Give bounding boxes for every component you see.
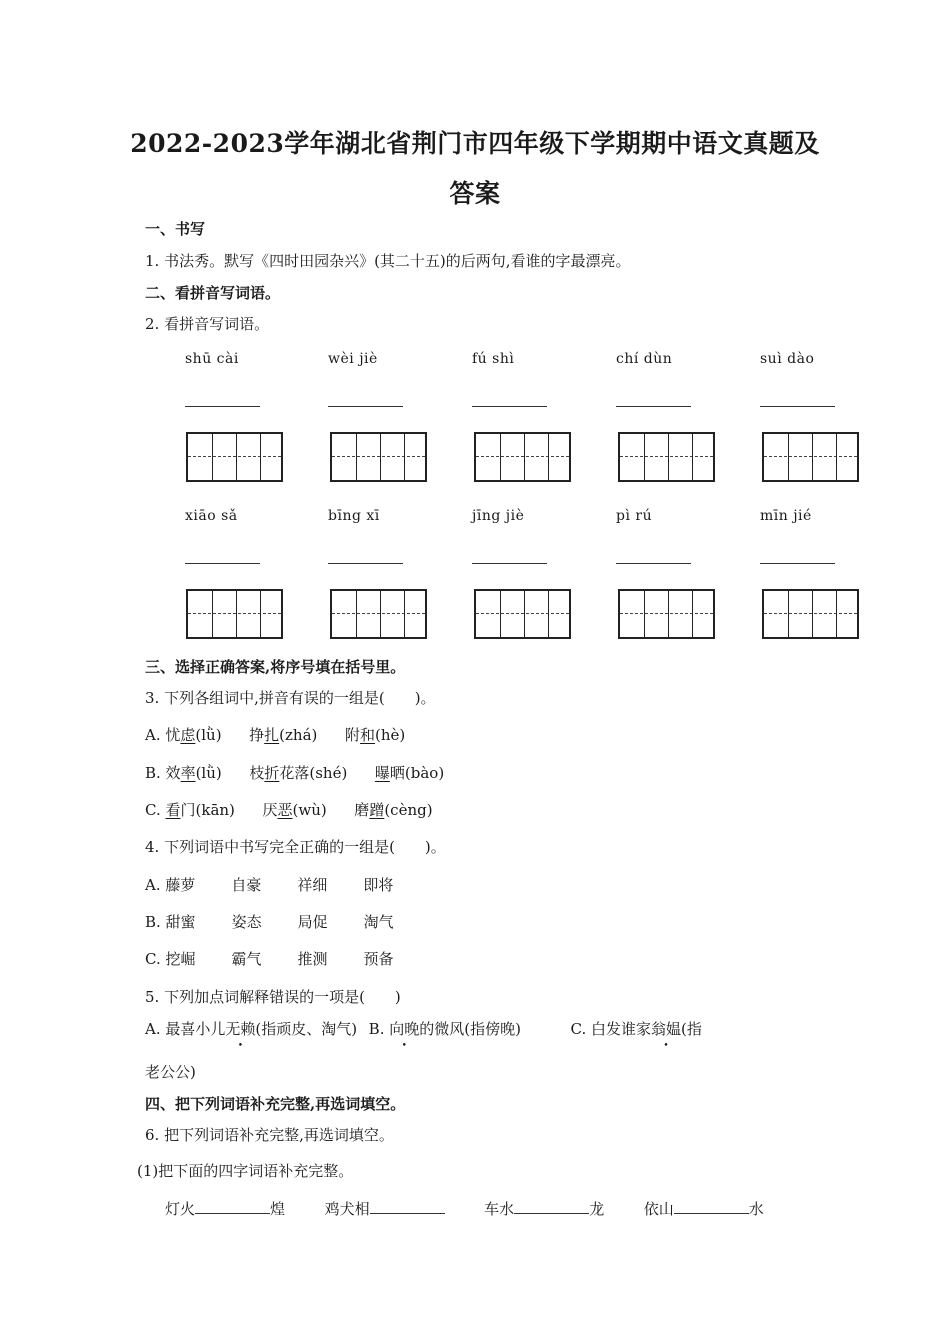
writing-grid[interactable]	[330, 432, 427, 482]
q5-option-b[interactable]: B. 向晚的微风(指傍晚)	[368, 1020, 521, 1038]
question-1: 1. 书法秀。默写《四时田园杂兴》(其二十五)的后两句,看谁的字最漂亮。	[145, 252, 631, 270]
writing-grid[interactable]	[474, 432, 571, 482]
pinyin-1-3: fú shì	[472, 351, 515, 367]
question-5: 5. 下列加点词解释错误的一项是( )	[145, 988, 401, 1006]
question-6-sub-1: (1)把下面的四字词语补充完整。	[137, 1162, 354, 1180]
pinyin-1-1: shū cài	[185, 351, 239, 367]
question-3: 3. 下列各组词中,拼音有误的一组是( )。	[145, 689, 436, 707]
q3-option-b[interactable]: B. 效率(lǜ) 枝折花落(shé) 曝晒(bào)	[145, 764, 445, 782]
answer-blank[interactable]	[472, 563, 547, 564]
idiom-1[interactable]: 灯火 煌	[165, 1200, 286, 1218]
idiom-fill-row	[165, 1198, 764, 1219]
pinyin-1-2: wèi jiè	[328, 351, 378, 367]
writing-grid[interactable]	[186, 589, 283, 639]
writing-grid[interactable]	[474, 589, 571, 639]
pinyin-2-3: jīng jiè	[472, 508, 525, 524]
q4-option-c[interactable]: C. 挖崛 霸气 推测 预备	[145, 950, 394, 968]
answer-blank[interactable]	[760, 563, 835, 564]
idiom-blank[interactable]	[514, 1199, 589, 1214]
answer-blank[interactable]	[616, 563, 691, 564]
pinyin-2-2: bīng xī	[328, 508, 380, 524]
writing-grid[interactable]	[762, 589, 859, 639]
question-4: 4. 下列词语中书写完全正确的一组是( )。	[145, 838, 446, 856]
pinyin-2-1: xiāo sǎ	[185, 508, 238, 524]
q3-option-a[interactable]: A. 忧虑(lǜ) 挣扎(zhá) 附和(hè)	[145, 726, 406, 744]
q3-option-c[interactable]: C. 看门(kān) 厌恶(wù) 磨蹭(cèng)	[145, 801, 433, 819]
answer-blank[interactable]	[185, 563, 260, 564]
answer-blank[interactable]	[472, 406, 547, 407]
page-title-line-2: 答案	[449, 179, 501, 208]
writing-grid[interactable]	[762, 432, 859, 482]
writing-grid[interactable]	[186, 432, 283, 482]
answer-blank[interactable]	[328, 406, 403, 407]
pinyin-2-5: mīn jié	[760, 508, 812, 524]
writing-grid[interactable]	[330, 589, 427, 639]
q5-options	[145, 1018, 702, 1039]
answer-blank[interactable]	[328, 563, 403, 564]
answer-blank[interactable]	[616, 406, 691, 407]
idiom-2[interactable]: 鸡犬相	[325, 1200, 445, 1218]
idiom-4[interactable]: 依山 水	[643, 1200, 764, 1218]
pinyin-2-4: pì rú	[616, 508, 653, 524]
pinyin-1-4: chí dùn	[616, 351, 673, 367]
question-2: 2. 看拼音写词语。	[145, 315, 270, 333]
section-2-heading: 二、看拼音写词语。	[145, 284, 281, 302]
writing-grid[interactable]	[618, 589, 715, 639]
answer-blank[interactable]	[185, 406, 260, 407]
idiom-blank[interactable]	[370, 1199, 445, 1214]
page-title-line-1: 2022-2023学年湖北省荆门市四年级下学期期中语文真题及	[130, 129, 820, 158]
pinyin-1-5: suì dào	[760, 351, 815, 367]
q5-option-a[interactable]: A. 最喜小儿无赖(指顽皮、淘气)	[145, 1020, 358, 1038]
q5-option-c-continuation: 老公公)	[145, 1063, 196, 1081]
writing-grid[interactable]	[618, 432, 715, 482]
q5-option-c[interactable]: C. 白发谁家翁媪(指	[570, 1020, 702, 1038]
idiom-blank[interactable]	[195, 1199, 270, 1214]
idiom-blank[interactable]	[674, 1199, 749, 1214]
q4-option-a[interactable]: A. 藤萝 自豪 祥细 即将	[145, 876, 394, 894]
section-1-heading: 一、书写	[145, 220, 206, 238]
idiom-3[interactable]: 车水 龙	[484, 1200, 605, 1218]
answer-blank[interactable]	[760, 406, 835, 407]
section-4-heading: 四、把下列词语补充完整,再选词填空。	[145, 1095, 406, 1113]
q4-option-b[interactable]: B. 甜蜜 姿态 局促 淘气	[145, 913, 394, 931]
question-6: 6. 把下列词语补充完整,再选词填空。	[145, 1126, 394, 1144]
section-3-heading: 三、选择正确答案,将序号填在括号里。	[145, 658, 406, 676]
